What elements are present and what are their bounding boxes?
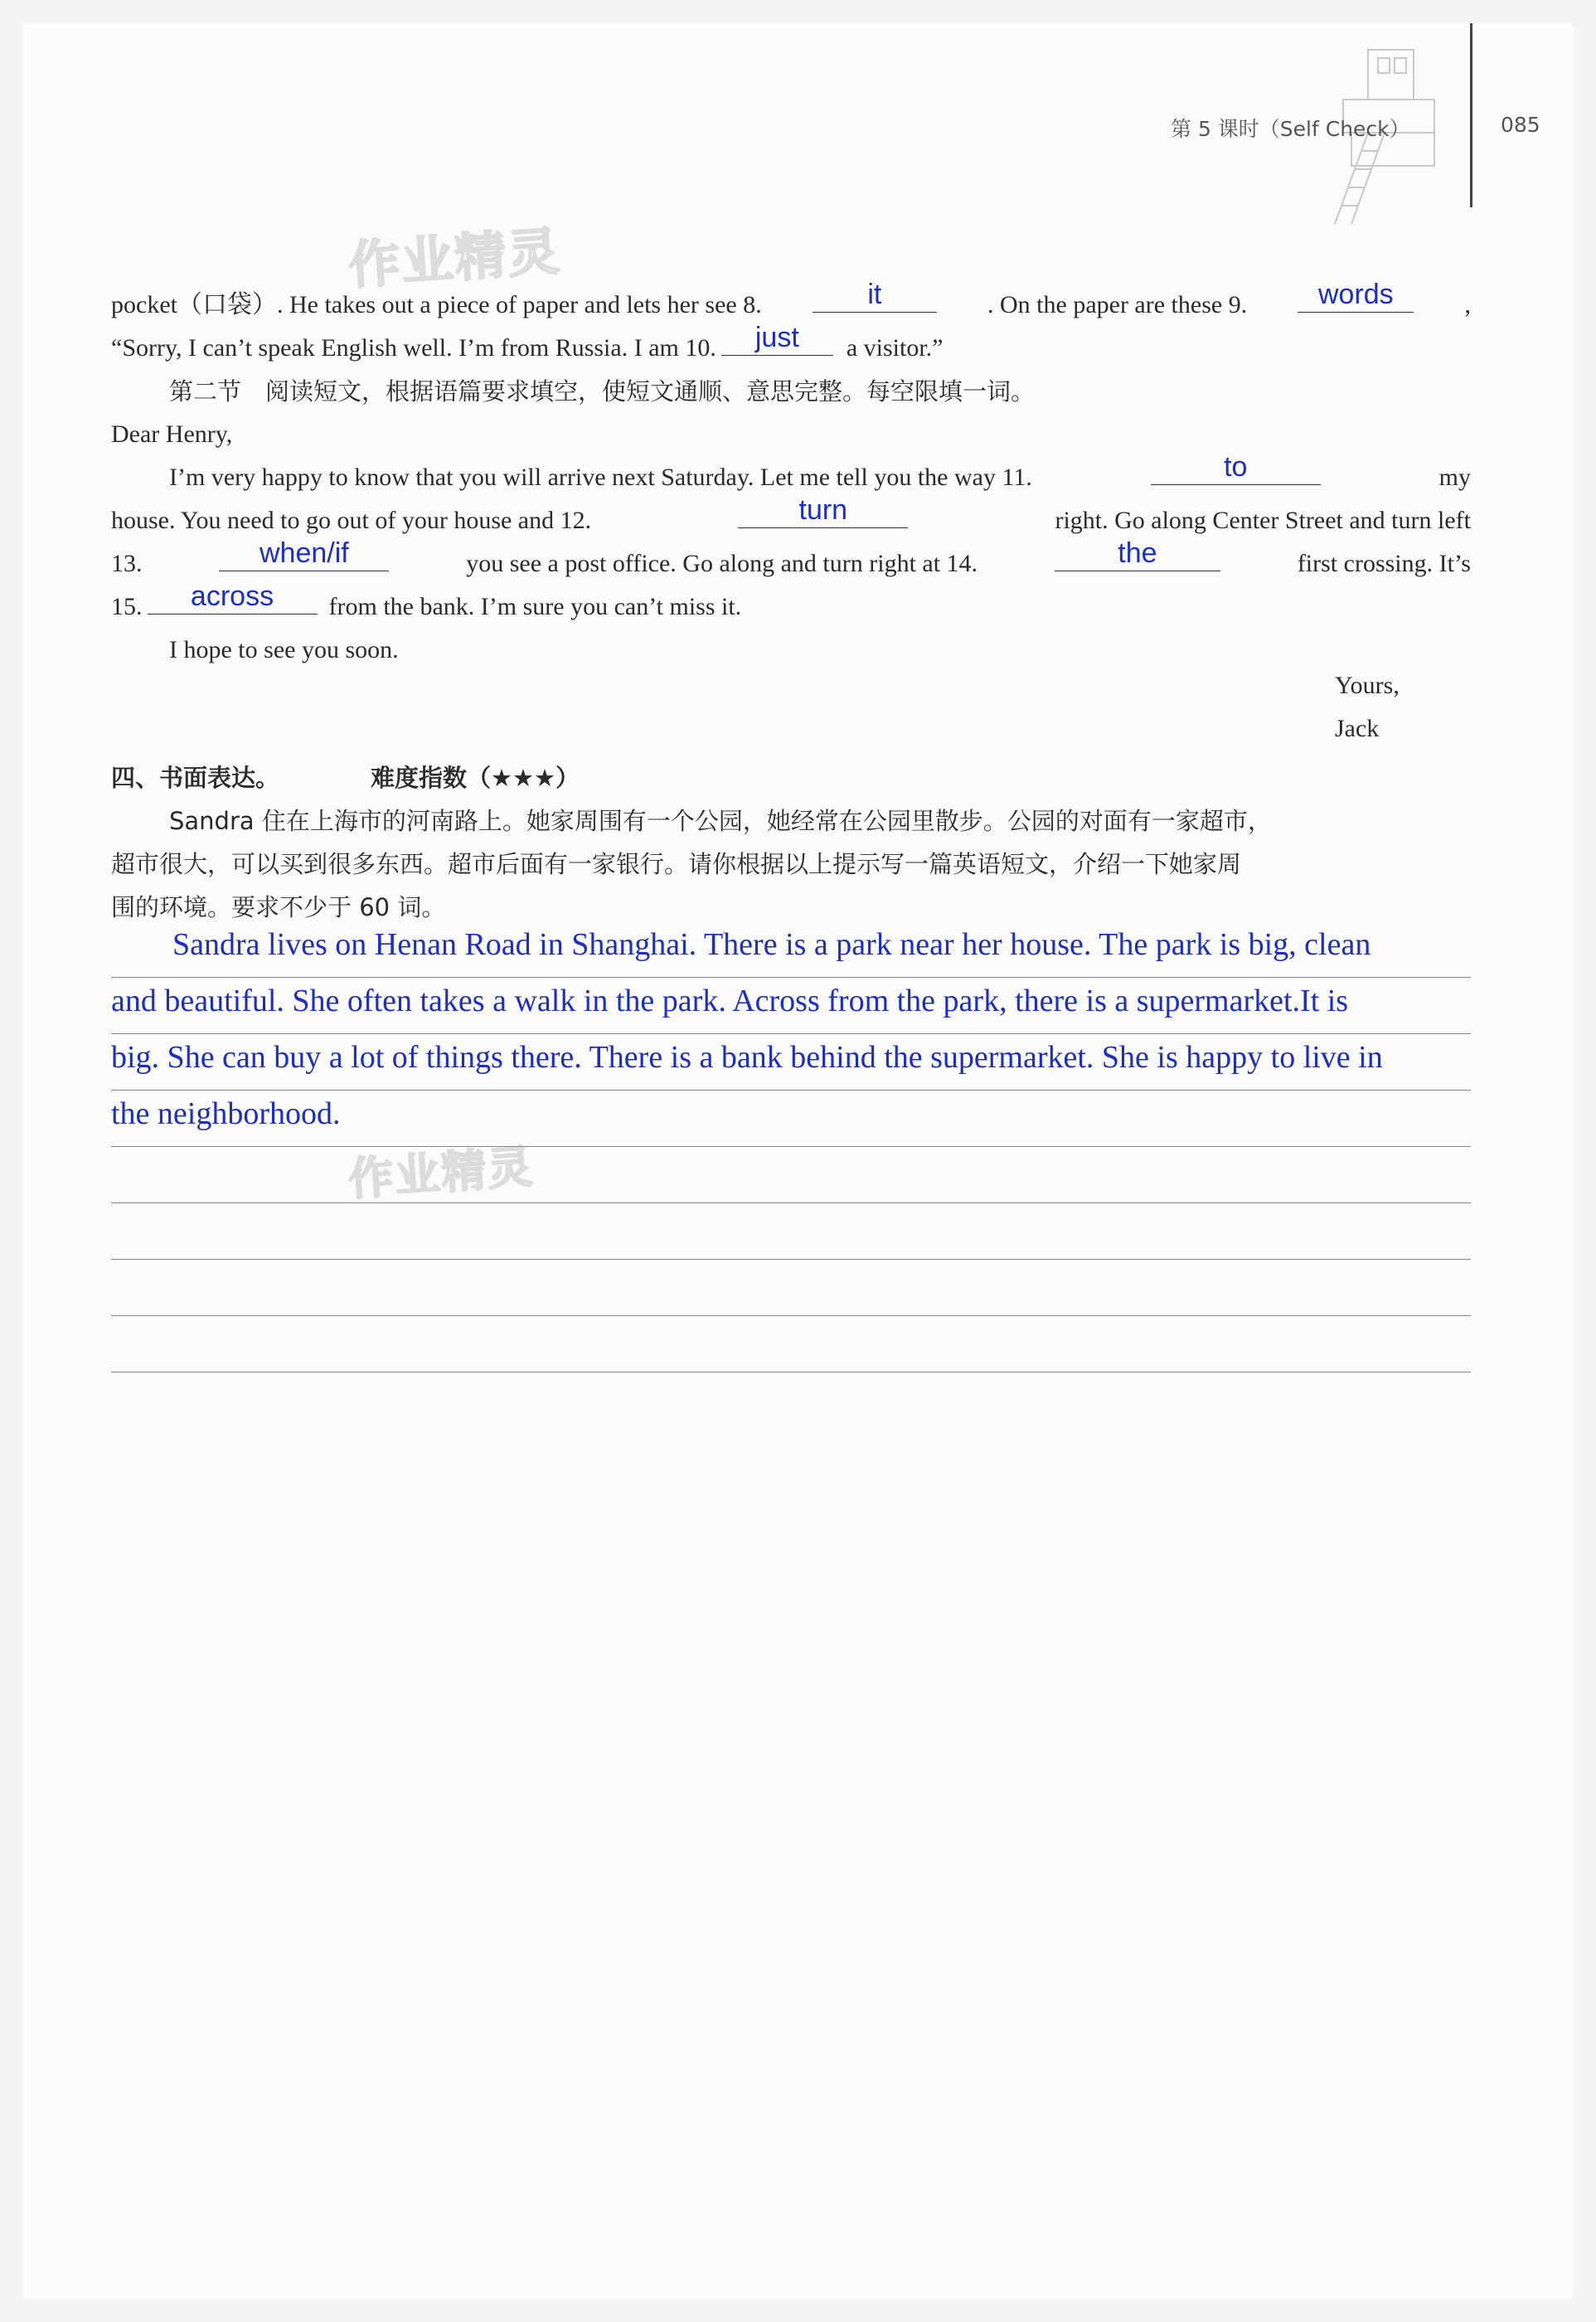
watermark: 作业精灵 [347,221,563,296]
section-title: 第二节 阅读短文，根据语篇要求填空，使短文通顺、意思完整。每空限填一词。 [169,377,1036,406]
essay-line[interactable]: the neighborhood. [111,1090,1471,1147]
letter-line: I hope to see you soon. [169,636,399,663]
lesson-header: 第 5 课时（Self Check） [1171,117,1410,141]
essay-line[interactable] [111,1315,1471,1372]
watermark: 作业精灵 [347,1140,536,1206]
letter-line: 15. across from the bank. I’m sure you can’t miss it. [111,580,742,620]
prompt-line: Sandra 住在上海市的河南路上。她家周围有一个公园，她经常在公园里散步。公园的对面有一家超市， [169,807,1272,835]
answer-blank-15[interactable]: across [148,585,318,615]
essay-line[interactable] [111,1259,1471,1316]
letter-line: I’m very happy to know that you will arrive next Saturday. Let me tell you the way 11. to my [169,451,1471,491]
passage-line: pocket（口袋）. He takes out a piece of paper and lets her see 8. it . On the paper are these 9. words , [111,279,1471,318]
page-number: 085 [1501,113,1540,137]
answer-blank-10[interactable]: just [721,327,833,356]
answer-blank-11[interactable]: to [1151,456,1321,485]
letter-signature: Jack [1335,715,1380,742]
essay-line[interactable]: and beautiful. She often takes a walk in the park. Across from the park, there is a supermarket.It is [111,977,1471,1034]
letter-closing: Yours, [1335,672,1400,699]
letter-greeting: Dear Henry, [111,420,233,448]
essay-line[interactable]: big. She can buy a lot of things there. There is a bank behind the supermarket. She is happy to live in [111,1033,1471,1091]
header-divider [1470,23,1472,207]
section-heading: 四、书面表达。 难度指数（★★★） [111,764,580,792]
essay-line[interactable] [111,1146,1471,1203]
essay-line[interactable] [111,1202,1471,1260]
essay-line[interactable]: Sandra lives on Henan Road in Shanghai. There is a park near her house. The park is big, clean [111,921,1471,978]
letter-line: house. You need to go out of your house and 12. turn right. Go along Center Street and turn left [111,494,1471,534]
passage-line: “Sorry, I can’t speak English well. I’m from Russia. I am 10. just a visitor.” [111,322,944,362]
answer-blank-14[interactable]: the [1055,542,1220,571]
prompt-line: 超市很大，可以买到很多东西。超市后面有一家银行。请你根据以上提示写一篇英语短文，介绍一下她家周 [111,850,1242,878]
answer-blank-8[interactable]: it [813,284,937,313]
answer-blank-9[interactable]: words [1298,284,1414,313]
answer-blank-13[interactable]: when/if [219,542,389,571]
letter-line: 13. when/if you see a post office. Go along and turn right at 14. the first crossing. It’s [111,537,1471,577]
answer-blank-12[interactable]: turn [738,499,908,528]
prompt-line: 围的环境。要求不少于 60 词。 [111,893,446,921]
